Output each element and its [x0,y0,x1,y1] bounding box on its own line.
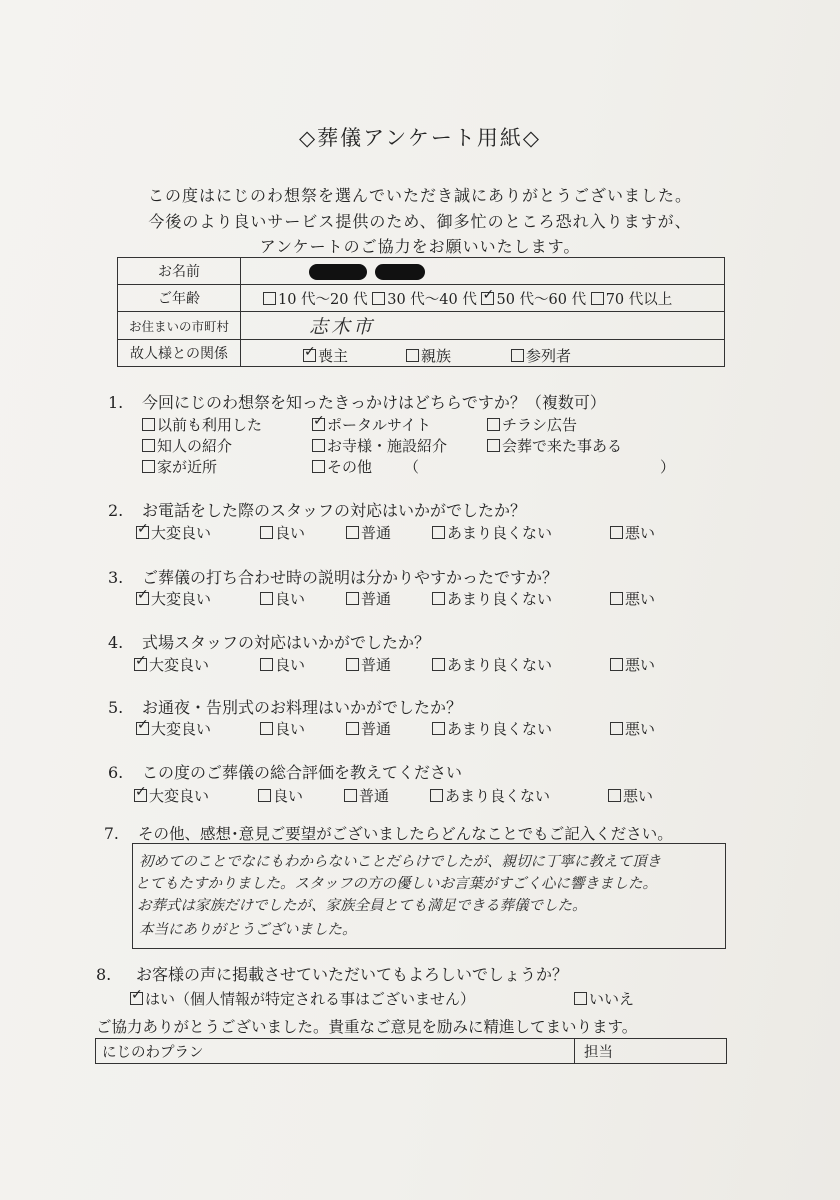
q4-option-very-good[interactable]: ✓大変良い [134,654,209,675]
checkbox[interactable] [142,439,155,452]
checkbox-checked[interactable] [130,992,143,1005]
checkbox-checked[interactable] [312,418,325,431]
question-3: 3. ご葬儀の打ち合わせ時の説明は分かりやすかったですか？ [108,568,559,587]
q5-option-not-good[interactable]: あまり良くない [432,718,552,739]
q6-option-average[interactable]: 普通 [344,785,389,806]
q1-option-attended-funeral[interactable]: 会葬で来た事ある [487,435,622,456]
name-value [241,258,725,285]
checkbox[interactable] [610,526,623,539]
checkbox-checked[interactable] [481,292,494,305]
comment-line-1: 初めてのことでなにもわからないことだらけでしたが、親切に丁寧に教えて頂き [139,854,661,870]
q4-options [134,654,674,676]
q8-option-no[interactable]: いいえ [574,988,634,1009]
q2-option-good[interactable]: 良い [260,522,305,543]
q5-option-very-good[interactable]: ✓大変良い [136,718,211,739]
checkbox[interactable] [346,526,359,539]
age-label: ご年齢 [118,285,241,312]
checkbox[interactable] [610,722,623,735]
q1-other-close-paren: ） [660,458,676,476]
checkbox[interactable] [511,349,524,362]
page-title: ◇葬儀アンケート用紙◇ [298,126,542,150]
q6-options [134,785,674,807]
checkbox-checked[interactable] [134,658,147,671]
q1-option-temple-facility[interactable]: お寺様・施設紹介 [312,435,447,456]
checkbox[interactable] [610,658,623,671]
question-7: 7. その他、感想･意見ご要望がございましたらどんなことでもご記入ください。 [104,825,673,843]
q3-option-very-good[interactable]: ✓大変良い [136,588,211,609]
relation-option-relative[interactable]: 親族 [406,345,451,366]
thanks-message: ご協力ありがとうございました。貴重なご意見を励みに精進してまいります。 [96,1018,638,1036]
relation-options [241,340,725,367]
q3-options [136,588,676,610]
checkbox[interactable] [260,592,273,605]
checkbox[interactable] [142,460,155,473]
checkbox[interactable] [372,292,385,305]
checkbox-checked[interactable] [303,349,316,362]
checkbox[interactable] [432,658,445,671]
intro-line-2: 今後のより良いサービス提供のため、御多忙のところ恐れ入りますが、 [148,212,692,231]
footer-table [95,1038,727,1064]
footer-divider [574,1039,575,1063]
q8-option-yes[interactable]: ✓はい（個人情報が特定される事はございません） [130,988,475,1009]
intro-line-3: アンケートのご協力をお願いいたします。 [259,237,581,256]
redaction-mark [309,264,367,280]
checkbox[interactable] [346,722,359,735]
checkbox[interactable] [430,789,443,802]
q8-options [130,988,670,1010]
q1-option-portal-site[interactable]: ✓ ポータルサイト [312,414,431,435]
redaction-mark [375,264,425,280]
checkbox[interactable] [312,439,325,452]
checkbox[interactable] [432,526,445,539]
q2-option-not-good[interactable]: あまり良くない [432,522,552,543]
q3-option-average[interactable]: 普通 [346,588,391,609]
age-options [241,285,725,312]
question-1: 1. 今回にじのわ想祭を知ったきっかけはどちらですか？（複数可） [108,393,606,412]
question-5: 5. お通夜・告別式のお料理はいかがでしたか？ [108,698,463,717]
comment-line-4: 本当にありがとうございました。 [139,922,357,938]
checkbox[interactable] [312,460,325,473]
q1-options [142,414,702,478]
checkbox[interactable] [260,658,273,671]
q3-option-not-good[interactable]: あまり良くない [432,588,552,609]
checkbox-checked[interactable] [136,722,149,735]
q4-option-not-good[interactable]: あまり良くない [432,654,552,675]
checkbox[interactable] [432,592,445,605]
city-value: 志木市 [241,312,725,340]
question-8: 8. お客様の声に掲載させていただいてもよろしいでしょうか？ [96,965,569,984]
question-2: 2. お電話をした際のスタッフの対応はいかがでしたか？ [108,501,527,520]
relation-label: 故人様との関係 [118,340,241,367]
age-option-50-60[interactable]: ✓ 50 代～60 代 [481,288,586,309]
name-label: お名前 [118,258,241,285]
relation-option-chief-mourner[interactable]: ✓ 喪主 [303,345,348,366]
q5-options [136,718,676,740]
comment-box[interactable] [132,843,726,949]
q1-option-used-before[interactable]: 以前も利用した [142,414,262,435]
staff-label: 担当 [584,1045,613,1061]
q1-option-acquaintance[interactable]: 知人の紹介 [142,435,232,456]
checkbox[interactable] [608,789,621,802]
checkbox[interactable] [263,292,276,305]
q6-option-very-good[interactable]: ✓大変良い [134,785,209,806]
comment-line-2: とてもたすかりました。スタッフの方の優しいお言葉がすごく心に響きました。 [135,876,657,892]
comment-line-3: お葬式は家族だけでしたが、家族全員とても満足できる葬儀でした。 [137,898,587,914]
checkbox[interactable] [574,992,587,1005]
q2-option-bad[interactable]: 悪い [610,522,655,543]
checkbox[interactable] [487,439,500,452]
checkbox[interactable] [487,418,500,431]
checkbox[interactable] [346,658,359,671]
age-option-10-20[interactable]: 10 代～20 代 [263,288,368,309]
q4-option-average[interactable]: 普通 [346,654,391,675]
checkbox[interactable] [610,592,623,605]
checkbox[interactable] [260,722,273,735]
q3-option-bad[interactable]: 悪い [610,588,655,609]
checkbox-checked[interactable] [134,789,147,802]
checkbox[interactable] [591,292,604,305]
q2-option-very-good[interactable]: ✓大変良い [136,522,211,543]
q1-option-other[interactable]: その他 [312,456,372,477]
q2-option-average[interactable]: 普通 [346,522,391,543]
checkbox[interactable] [260,526,273,539]
q6-option-good[interactable]: 良い [258,785,303,806]
q4-option-good[interactable]: 良い [260,654,305,675]
age-option-70-plus[interactable]: 70 代以上 [591,288,673,309]
q1-other-open-paren: （ [404,458,420,476]
q3-option-good[interactable]: 良い [260,588,305,609]
q6-option-not-good[interactable]: あまり良くない [430,785,550,806]
checkbox-checked[interactable] [136,592,149,605]
q5-option-good[interactable]: 良い [260,718,305,739]
q2-options [136,522,676,544]
checkbox[interactable] [142,418,155,431]
q1-option-flyer[interactable]: チラシ広告 [487,414,577,435]
age-option-30-40[interactable]: 30 代～40 代 [372,288,477,309]
q6-option-bad[interactable]: 悪い [608,785,653,806]
plan-label: にじのわプラン [102,1045,204,1061]
question-6: 6. この度のご葬儀の総合評価を教えてください [108,763,463,782]
relation-option-attendee[interactable]: 参列者 [511,345,571,366]
q5-option-bad[interactable]: 悪い [610,718,655,739]
q4-option-bad[interactable]: 悪い [610,654,655,675]
checkbox[interactable] [258,789,271,802]
checkbox[interactable] [344,789,357,802]
intro-line-1: この度はにじのわ想祭を選んでいただき誠にありがとうございました。 [147,186,692,205]
checkbox[interactable] [432,722,445,735]
checkbox-checked[interactable] [136,526,149,539]
city-label: お住まいの市町村 [118,312,241,340]
q5-option-average[interactable]: 普通 [346,718,391,739]
checkbox[interactable] [406,349,419,362]
q1-option-near-home[interactable]: 家が近所 [142,456,217,477]
respondent-info-table [117,257,725,367]
checkbox[interactable] [346,592,359,605]
question-4: 4. 式場スタッフの対応はいかがでしたか？ [108,633,431,652]
